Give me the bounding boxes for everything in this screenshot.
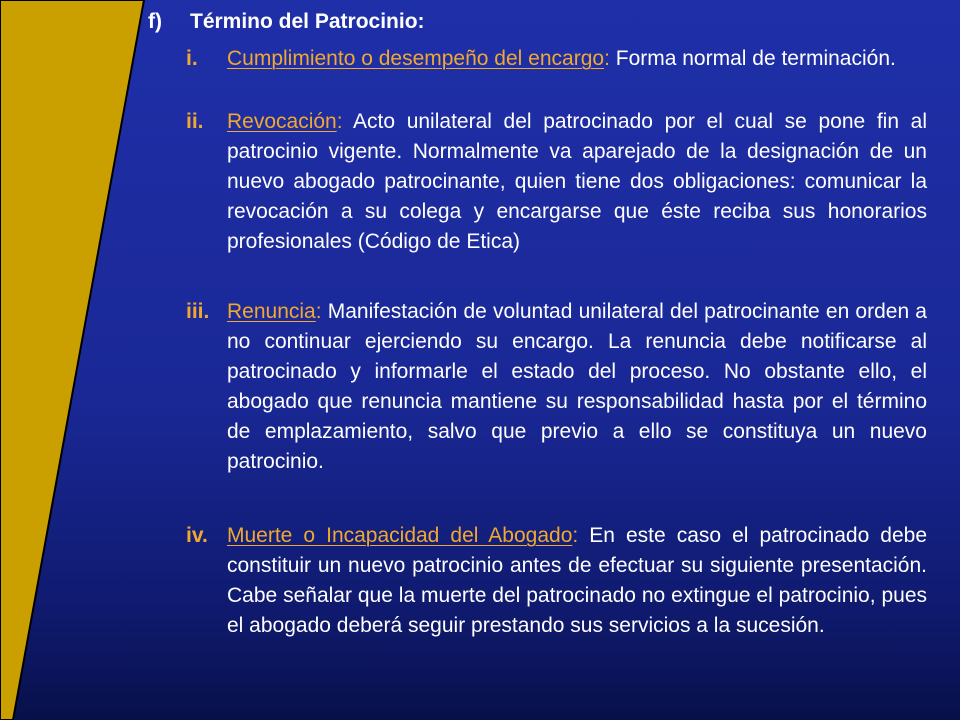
item-colon: :	[315, 300, 322, 323]
item-colon: :	[336, 110, 343, 133]
item-number: iii.	[186, 300, 210, 323]
item-text: Acto unilateral del patrocinado por el cual se pone fin al patrocinio vigente. Normalmente va aparejado de la designación de un nuevo abogado patrocinante, quien tiene dos obligaciones: comunicar la revocación a su colega y encargarse que éste reciba sus honorarios profesionales (Código de Etica)	[227, 110, 927, 253]
list-item	[186, 521, 927, 641]
heading-title: Término del Patrocinio:	[190, 10, 425, 33]
item-body	[227, 44, 927, 74]
item-colon: :	[572, 524, 579, 547]
list-item	[186, 297, 927, 477]
item-body	[227, 107, 927, 257]
item-number: iv.	[186, 524, 208, 547]
list-item	[186, 44, 927, 74]
item-number: ii.	[186, 110, 204, 133]
item-body	[227, 297, 927, 477]
item-body	[227, 521, 927, 641]
item-text: Manifestación de voluntad unilateral del patrocinante en orden a no continuar ejerciendo su encargo. La renuncia debe notificarse al patrocinado y informarle el estado del proceso. No obstante ello, el abogado que renuncia mantiene su responsabilidad hasta por el término de emplazamiento, salvo que previo a ello se constituya un nuevo patrocinio.	[227, 300, 927, 473]
item-text: En este caso el patrocinado debe constituir un nuevo patrocinio antes de efectuar su siguiente presentación. Cabe señalar que la muerte del patrocinado no extingue el patrocinio, pues el abogado deberá seguir prestando sus servicios a la sucesión.	[227, 524, 927, 637]
list-item	[186, 107, 927, 257]
item-term: Cumplimiento o desempeño del encargo	[227, 47, 605, 70]
item-term: Revocación	[227, 110, 337, 133]
item-number: i.	[186, 47, 198, 70]
section-heading	[148, 7, 425, 37]
heading-marker: f)	[148, 10, 162, 33]
item-text: Forma normal de terminación.	[609, 47, 896, 70]
item-term: Renuncia	[227, 300, 316, 323]
item-term: Muerte o Incapacidad del Abogado	[227, 524, 573, 547]
item-colon: :	[604, 47, 610, 70]
